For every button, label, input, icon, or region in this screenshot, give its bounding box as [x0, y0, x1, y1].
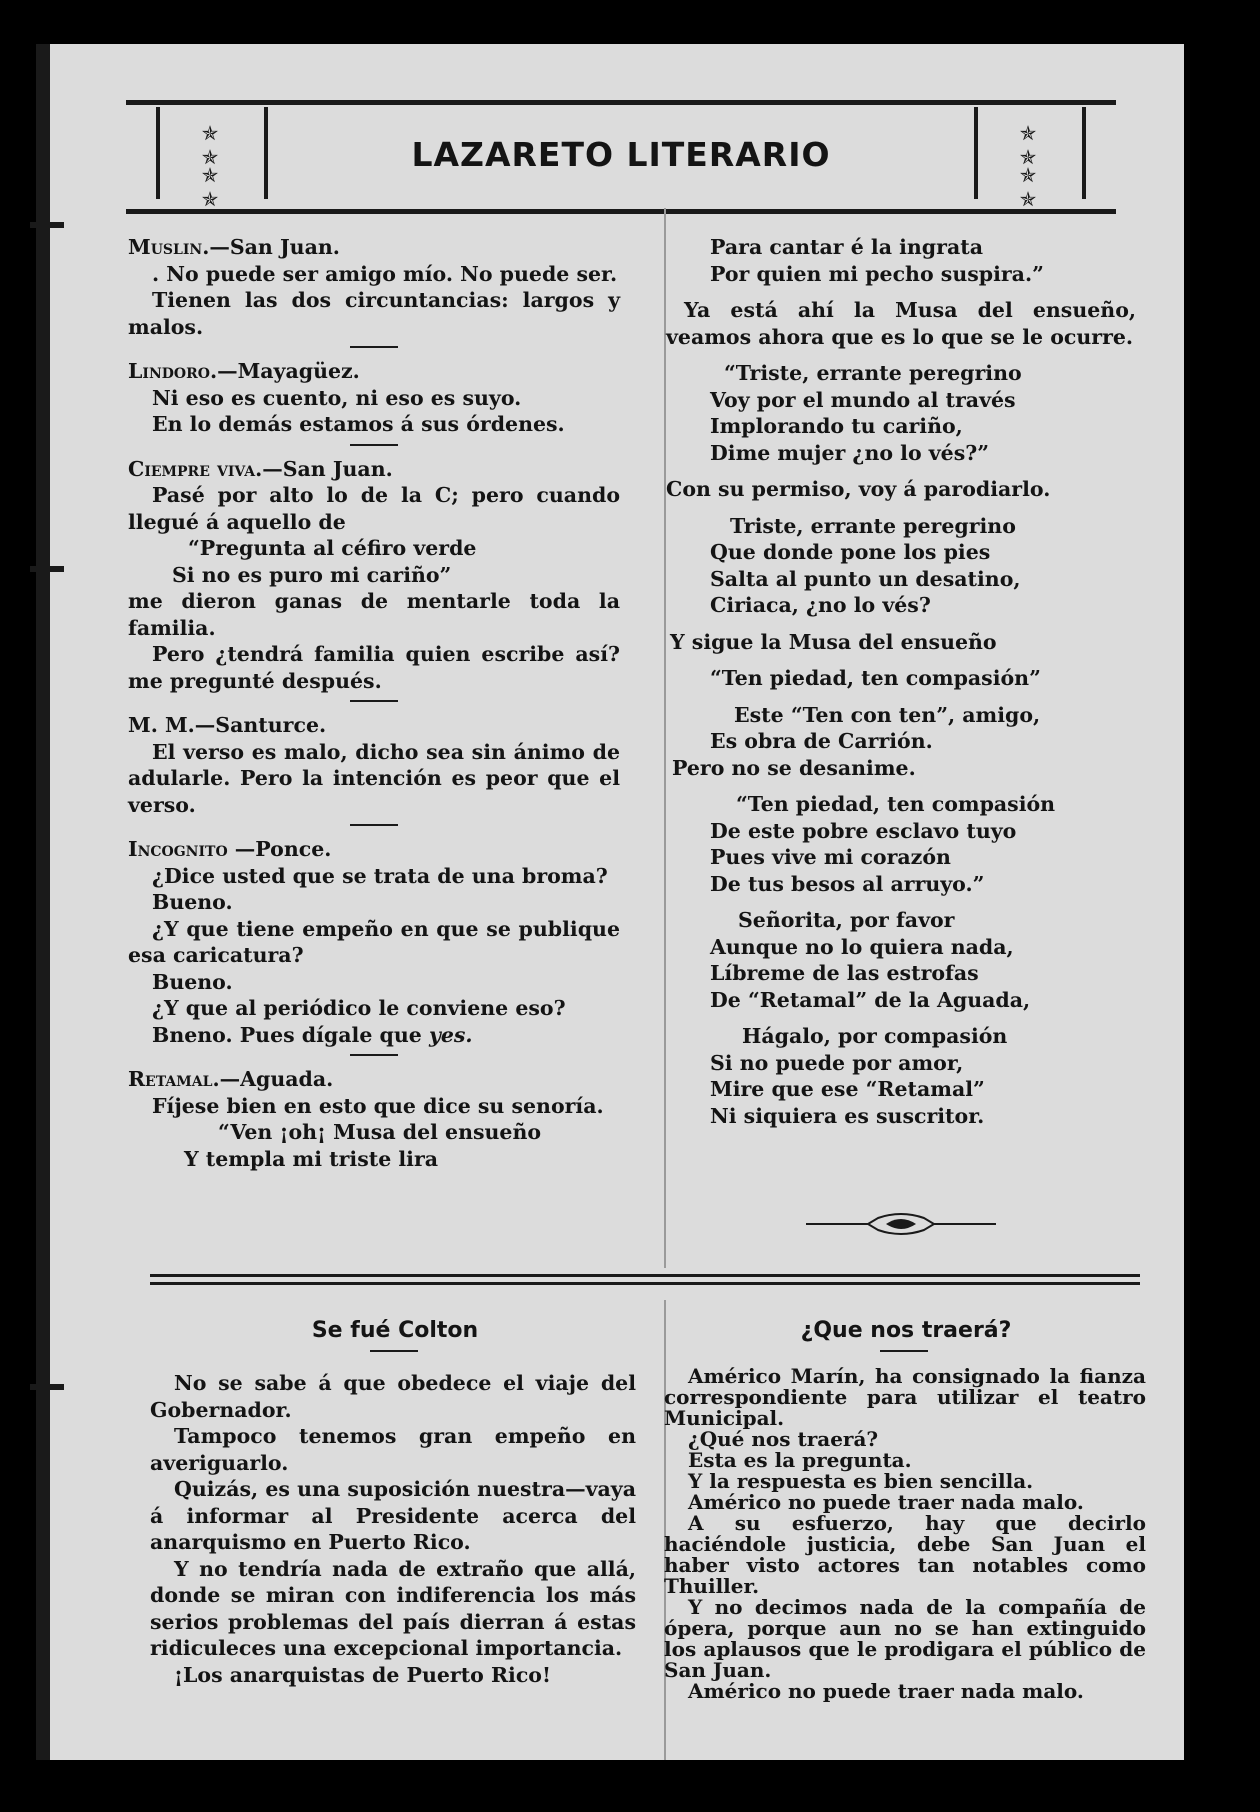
prose-text: Con su permiso, voy á parodiarlo. — [666, 477, 1051, 501]
verse-line: De este pobre esclavo tuyo — [710, 818, 1017, 843]
article-paragraph: Américo no puede traer nada malo. — [688, 1490, 1084, 1514]
verse-line: Dime mujer ¿no lo vés?” — [710, 440, 990, 465]
article-paragraph: No se sabe á que obedece el viaje del Gobernador. — [150, 1371, 636, 1422]
reply-text: me dieron ganas de mentarle toda la familia. — [128, 589, 620, 640]
parody-column — [666, 234, 1136, 1129]
reply-text: ¿Dice usted que se trata de una broma? — [152, 863, 608, 888]
correspondent-heading: Incognito —Ponce. — [128, 837, 332, 861]
reply-text: Pero ¿tendrá familia quien escribe así? me pregunté después. — [128, 642, 620, 693]
verse-line: “Triste, errante peregrino — [724, 361, 1022, 385]
correspondent-heading: Ciempre viva.—San Juan. — [128, 456, 393, 481]
correspondence-column — [128, 234, 620, 1172]
separator-dash — [350, 700, 398, 702]
binding-tick — [30, 566, 64, 572]
correspondent-heading: Muslin.—San Juan. — [128, 235, 340, 259]
separator-dash — [350, 346, 398, 348]
verse-line: Voy por el mundo al través — [710, 387, 1016, 412]
verse-line: Si no puede por amor, — [710, 1050, 964, 1075]
binding-tick — [30, 1384, 64, 1390]
section-rule — [150, 1282, 1140, 1285]
ornament-divider — [806, 1212, 996, 1236]
article-paragraph: Y no decimos nada de la compañía de ópera, porque aun no se han extinguido los aplausos que le prodigara el público de San Juan. — [664, 1595, 1146, 1682]
binding-tick — [30, 222, 64, 228]
star-icon: ✯ ✯ — [201, 121, 241, 169]
verse-line: Triste, errante peregrino — [730, 513, 1016, 538]
verse-line: Por quien mi pecho suspira.” — [710, 261, 1044, 286]
article-paragraph: ¡Los anarquistas de Puerto Rico! — [174, 1662, 551, 1687]
reply-text: Bueno. — [152, 969, 233, 994]
masthead-star-box-right — [974, 107, 1086, 211]
verse-line: “Pregunta al céfiro verde — [188, 536, 477, 560]
verse-line: Que donde pone los pies — [710, 540, 991, 564]
emphasis: yes. — [428, 1022, 473, 1047]
article-paragraph: Y no tendría nada de extraño que allá, donde se miran con indiferencia los más serios problemas del país dierran á estas ridiculeces una excepcional importancia. — [150, 1556, 636, 1660]
verse-line: “Ven ¡oh¡ Musa del ensueño — [218, 1120, 542, 1144]
verse-line: Si no es puro mi cariño” — [172, 562, 452, 587]
article-paragraph: ¿Qué nos traerá? — [688, 1427, 879, 1451]
article-paragraph: Américo Marín, ha consignado la fianza correspondiente para utilizar el teatro Municipal. — [664, 1364, 1146, 1430]
article-traera — [664, 1366, 1146, 1702]
verse-line: Y templa mi triste lira — [184, 1146, 439, 1171]
separator-dash — [350, 1054, 398, 1056]
separator-dash — [350, 824, 398, 826]
reply-text: En lo demás estamos á sus órdenes. — [152, 412, 565, 436]
star-icon: ✯ ✯ — [1019, 121, 1059, 169]
correspondent-heading: Lindoro.—Mayagüez. — [128, 359, 360, 383]
verse-line: Líbreme de las estrofas — [710, 961, 979, 985]
article-paragraph: Quizás, es una suposición nuestra—vaya á informar al Presidente acerca del anarquismo en Puerto Rico. — [150, 1477, 636, 1554]
reply-text: Bneno. Pues dígale que yes. — [152, 1022, 473, 1047]
verse-line: Para cantar é la ingrata — [710, 235, 983, 259]
reply-text: El verso es malo, dicho sea sin ánimo de adularle. Pero la intención es peor que el verso. — [128, 739, 620, 817]
correspondent-heading: Retamal.—Aguada. — [128, 1067, 334, 1091]
reply-text: Pasé por alto lo de la C; pero cuando llegué á aquello de — [128, 483, 620, 534]
verse-line: Ciriaca, ¿no lo vés? — [710, 593, 931, 617]
article-title-traera: ¿Que nos traerá? — [800, 1318, 1012, 1343]
verse-line: De “Retamal” de la Aguada, — [710, 987, 1031, 1012]
verse-line: Salta al punto un desatino, — [710, 566, 1021, 591]
star-icon: ✯ ✯ — [201, 163, 241, 211]
reply-text: Bueno. — [152, 890, 233, 914]
verse-line: “Ten piedad, ten compasión — [736, 792, 1056, 816]
article-paragraph: A su esfuerzo, hay que decirlo haciéndole justicia, debe San Juan el haber visto actores tan notables como Thuiller. — [664, 1511, 1146, 1598]
article-paragraph: Tampoco tenemos gran empeño en averiguarlo. — [150, 1424, 636, 1475]
masthead — [126, 100, 1116, 214]
reply-text: Tienen las dos circuntancias: largos y malos. — [128, 288, 620, 339]
prose-text: Ya está ahí la Musa del ensueño, veamos ahora que es lo que se le ocurre. — [666, 298, 1136, 349]
verse-line: “Ten piedad, ten compasión” — [710, 666, 1041, 690]
article-paragraph: Américo no puede traer nada malo. — [688, 1679, 1084, 1703]
verse-line: Este “Ten con ten”, amigo, — [734, 702, 1041, 727]
verse-line: Implorando tu cariño, — [710, 414, 963, 438]
article-title-colton: Se fué Colton — [311, 1318, 479, 1343]
separator-dash — [370, 1350, 418, 1352]
verse-line: De tus besos al arruyo.” — [710, 871, 985, 896]
separator-dash — [880, 1350, 928, 1352]
masthead-title: LAZARETO LITERARIO — [411, 135, 831, 174]
verse-line: Mire que ese “Retamal” — [710, 1077, 985, 1101]
verse-line: Aunque no lo quiera nada, — [710, 934, 1014, 959]
binding-edge — [36, 44, 50, 1760]
reply-text: Fíjese bien en esto que dice su senoría. — [152, 1093, 604, 1118]
verse-line: Es obra de Carrión. — [710, 729, 933, 753]
verse-line: Pues vive mi corazón — [710, 845, 951, 869]
separator-dash — [350, 444, 398, 446]
correspondent-heading: M. M.—Santurce. — [128, 713, 327, 737]
reply-text: ¿Y que tiene empeño en que se publique esa caricatura? — [128, 916, 620, 967]
article-colton — [150, 1370, 636, 1688]
star-icon: ✯ ✯ — [1019, 163, 1059, 211]
section-rule — [150, 1274, 1140, 1277]
verse-line: Hágalo, por compasión — [742, 1024, 1008, 1048]
prose-text: Pero no se desanime. — [672, 755, 916, 780]
reply-text: . No puede ser amigo mío. No puede ser. — [152, 261, 618, 286]
verse-line: Ni siquiera es suscritor. — [710, 1103, 985, 1128]
reply-text: Ni eso es cuento, ni eso es suyo. — [152, 385, 522, 410]
verse-line: Señorita, por favor — [738, 908, 955, 932]
prose-text: Y sigue la Musa del ensueño — [670, 629, 997, 654]
reply-text: ¿Y que al periódico le conviene eso? — [152, 996, 566, 1020]
article-paragraph: Esta es la pregunta. — [688, 1448, 912, 1472]
article-paragraph: Y la respuesta es bien sencilla. — [688, 1469, 1034, 1493]
